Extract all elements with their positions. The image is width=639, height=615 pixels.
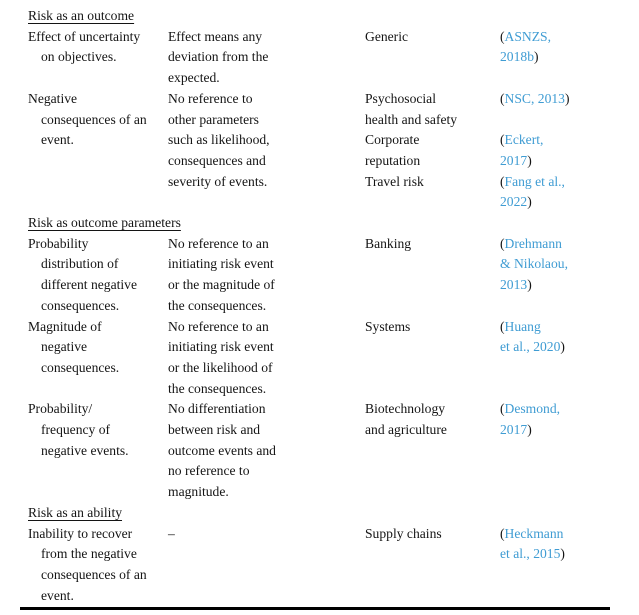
text-line: health and safety [365,111,458,127]
text-line: consequences and [168,152,266,168]
text-line: Psychosocial [365,90,436,106]
table-row [28,89,612,213]
table-row [28,399,612,503]
explanation-cell [168,234,365,317]
citation-link[interactable]: 2017 [500,422,528,438]
text-line [500,89,612,110]
citation-cell [500,27,612,68]
text-line: – [168,525,175,541]
explanation-cell [168,89,365,193]
citation-paren: ) [564,90,570,106]
definition-cell [28,399,168,461]
definition-cell [28,27,168,68]
explanation-cell [168,27,365,89]
citation-link[interactable]: Drehmann [504,235,562,251]
citation-link[interactable]: 2013 [500,277,528,293]
text-line: Corporate [365,132,420,148]
text-line [500,275,612,296]
text-line: No differentiation [168,401,266,417]
text-line: No reference to [168,90,253,106]
domain-cell [365,524,500,545]
table-row [28,27,612,89]
text-line: Probability [28,235,89,251]
citation-paren: ) [527,422,532,438]
text-line: expected. [168,70,220,86]
text-line: Travel risk [365,173,424,189]
text-line: between risk and [168,422,261,438]
citation-paren: ) [533,49,539,65]
text-line: Magnitude of [28,318,102,334]
explanation-cell [168,317,365,400]
text-line: Effect means any [168,28,263,44]
text-line: negative [41,339,88,355]
text-line: such as likelihood, [168,132,270,148]
section-header-label: Risk as outcome parameters [28,215,181,231]
text-line [500,192,612,213]
citation-paren: ( [500,132,505,148]
text-line [500,27,612,48]
text-line [500,47,612,68]
text-line: distribution of [41,256,119,272]
citation-cell [500,399,612,440]
domain-cell [365,317,500,338]
text-line [500,254,612,275]
text-line: consequences. [41,297,120,313]
citation-link[interactable]: 2017 [500,152,528,168]
citation-paren: ( [500,28,505,44]
citation-link[interactable]: Heckmann [504,525,564,541]
text-line: Systems [365,318,411,334]
text-line: or the magnitude of [168,277,275,293]
table-row [28,234,612,317]
citation-paren: ) [560,546,565,562]
text-line: consequences. [41,359,120,375]
text-line: No reference to an [168,235,269,251]
text-line [500,317,612,338]
section-header [28,6,612,27]
text-line [500,524,612,545]
text-line: Supply chains [365,525,442,541]
citation-paren: ) [527,194,532,210]
text-line: event. [41,587,74,603]
table-row [28,317,612,400]
risk-definitions-table [28,6,612,606]
text-line: Inability to recover [28,525,133,541]
citation-link[interactable]: & Nikolaou, [500,256,568,272]
text-line [500,399,612,420]
text-line: Probability/ [28,401,93,417]
citation-link[interactable]: 2018b [500,49,534,65]
text-line: on objectives. [41,49,117,65]
citation-paren: ( [500,235,505,251]
text-line: or the likelihood of [168,359,273,375]
text-line: frequency of [41,422,111,438]
citation-link[interactable]: NSC, 2013 [504,90,565,106]
citation-cell [500,89,612,213]
text-line: No reference to an [168,318,269,334]
text-line: initiating risk event [168,339,274,355]
text-line: from the negative [41,546,137,562]
text-line: other parameters [168,111,259,127]
text-line: initiating risk event [168,256,274,272]
text-line: Biotechnology [365,401,446,417]
text-line: outcome events and [168,442,276,458]
citation-paren: ( [500,401,505,417]
citation-paren: ) [527,277,532,293]
text-line: Generic [365,28,409,44]
citation-link[interactable]: et al., 2020 [500,339,561,355]
table-body [28,6,612,606]
domain-cell [365,399,500,440]
text-line: consequences of an [41,111,147,127]
text-line [500,151,612,172]
text-line: Banking [365,235,412,251]
text-line [500,544,612,565]
text-line: Negative [28,90,78,106]
citation-link[interactable]: Eckert, [504,132,544,148]
citation-cell [500,234,612,296]
definition-cell [28,524,168,607]
citation-link[interactable]: ASNZS, [504,28,551,44]
domain-cell [365,234,500,255]
text-line: different negative [41,277,137,293]
citation-paren: ( [500,173,505,189]
domain-cell [365,89,500,193]
citation-cell [500,524,612,565]
text-line: magnitude. [168,484,229,500]
text-line [500,234,612,255]
domain-cell [365,27,500,48]
text-line: and agriculture [365,422,447,438]
citation-link[interactable]: Desmond, [504,401,561,417]
text-line [500,130,612,151]
citation-link[interactable]: et al., 2015 [500,546,561,562]
section-header [28,213,612,234]
text-line: deviation from the [168,49,269,65]
text-line [500,420,612,441]
text-line: no reference to [168,463,250,479]
explanation-cell [168,399,365,503]
citation-link[interactable]: Fang et al., [504,173,565,189]
text-line [500,172,612,193]
section-header-label: Risk as an outcome [28,8,135,23]
citation-paren: ) [527,152,532,168]
text-line [500,337,612,358]
explanation-cell [168,524,365,545]
citation-cell [500,317,612,358]
definition-cell [28,234,168,317]
text-line: reputation [365,152,421,168]
definition-cell [28,89,168,151]
text-line: severity of events. [168,173,268,189]
citation-paren: ( [500,525,505,541]
text-line: consequences of an [41,566,147,582]
text-line: the consequences. [168,297,267,313]
section-header-label: Risk as an ability [28,504,123,520]
text-line: negative events. [41,442,129,458]
citation-paren: ) [560,339,565,355]
text-line: the consequences. [168,380,267,396]
text-line: event. [41,132,74,148]
citation-link[interactable]: 2022 [500,194,528,210]
citation-paren: ( [500,90,505,106]
section-header [28,503,612,524]
table-bottom-rule [20,607,610,610]
citation-link[interactable]: Huang [504,318,541,334]
table-row [28,524,612,607]
definition-cell [28,317,168,379]
text-line [500,110,612,131]
citation-paren: ( [500,318,505,334]
text-line: Effect of uncertainty [28,28,141,44]
